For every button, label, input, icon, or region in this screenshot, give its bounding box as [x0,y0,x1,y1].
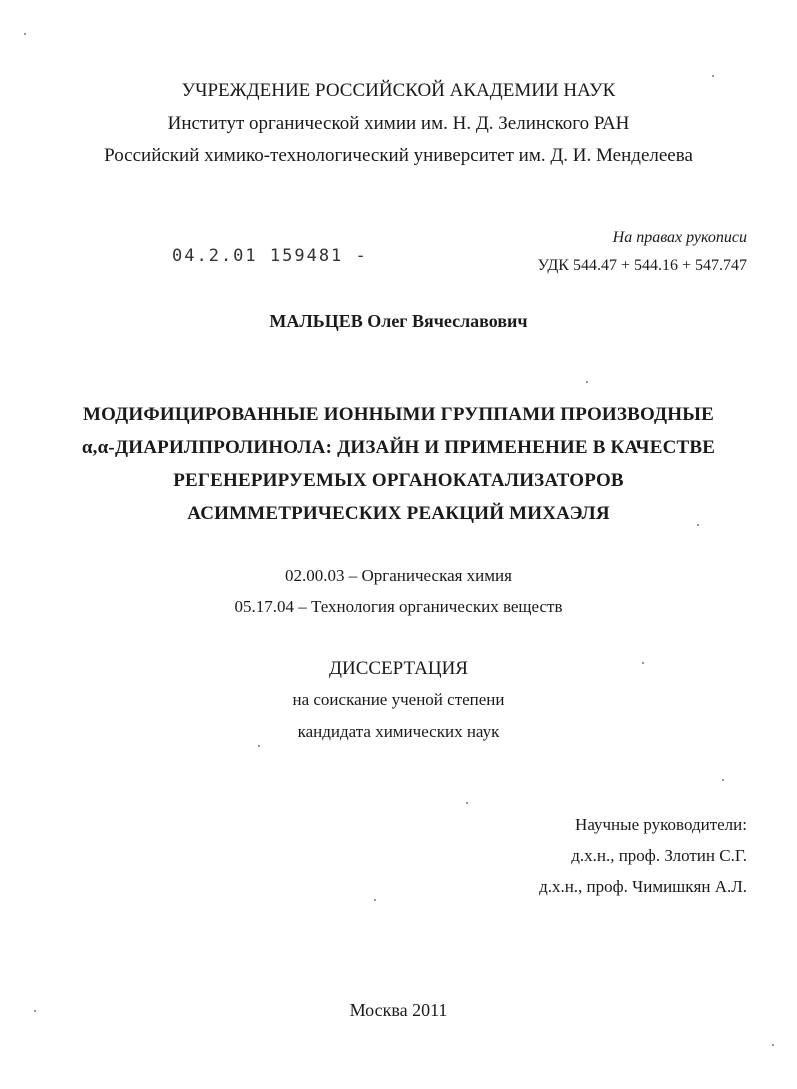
scan-speck [697,524,699,526]
thesis-title-line-3: РЕГЕНЕРИРУЕМЫХ ОРГАНОКАТАЛИЗАТОРОВ [173,470,624,491]
degree-line-1: на соискание ученой степени [292,690,505,709]
scan-speck [34,1010,36,1012]
institution-line-1: УЧРЕЖДЕНИЕ РОССИЙСКОЙ АКАДЕМИИ НАУК [181,80,616,101]
institution-line-3: Российский химико-технологический университет им. Д. И. Менделеева [104,145,693,166]
scan-speck [772,1044,774,1046]
author-name: МАЛЬЦЕВ Олег Вячеславович [269,311,528,331]
scan-speck [712,75,714,77]
document-kind: ДИССЕРТАЦИЯ [329,658,468,679]
specialty-2: 05.17.04 – Технология органических веществ [234,597,563,616]
thesis-title-line-4: АСИММЕТРИЧЕСКИХ РЕАКЦИЙ МИХАЭЛЯ [187,503,610,524]
scan-speck [466,802,468,804]
udk-code: УДК 544.47 + 544.16 + 547.747 [537,257,747,274]
thesis-title-line-2: α,α-ДИАРИЛПРОЛИНОЛА: ДИЗАЙН И ПРИМЕНЕНИЕ В КАЧЕСТВЕ [81,437,716,458]
specialty-1: 02.00.03 – Органическая химия [285,566,512,585]
scan-speck [642,662,644,664]
scan-speck [374,899,376,901]
scan-speck [24,33,26,35]
thesis-title-line-1: МОДИФИЦИРОВАННЫЕ ИОННЫМИ ГРУППАМИ ПРОИЗВОДНЫЕ [82,404,715,425]
scan-speck [586,381,588,383]
registration-stamp: 04.2.01 159481 - [172,246,368,266]
degree-line-2: кандидата химических наук [297,722,500,741]
supervisor-2: д.х.н., проф. Чимишкян А.Л. [539,877,747,896]
institution-line-2: Институт органической химии им. Н. Д. Зелинского РАН [167,113,630,134]
supervisors-heading: Научные руководители: [575,815,747,834]
supervisor-1: д.х.н., проф. Злотин С.Г. [571,846,747,865]
scan-speck [722,779,724,781]
scan-speck [258,745,260,747]
rights-notice: На правах рукописи [612,229,747,246]
city-year: Москва 2011 [349,1000,448,1020]
